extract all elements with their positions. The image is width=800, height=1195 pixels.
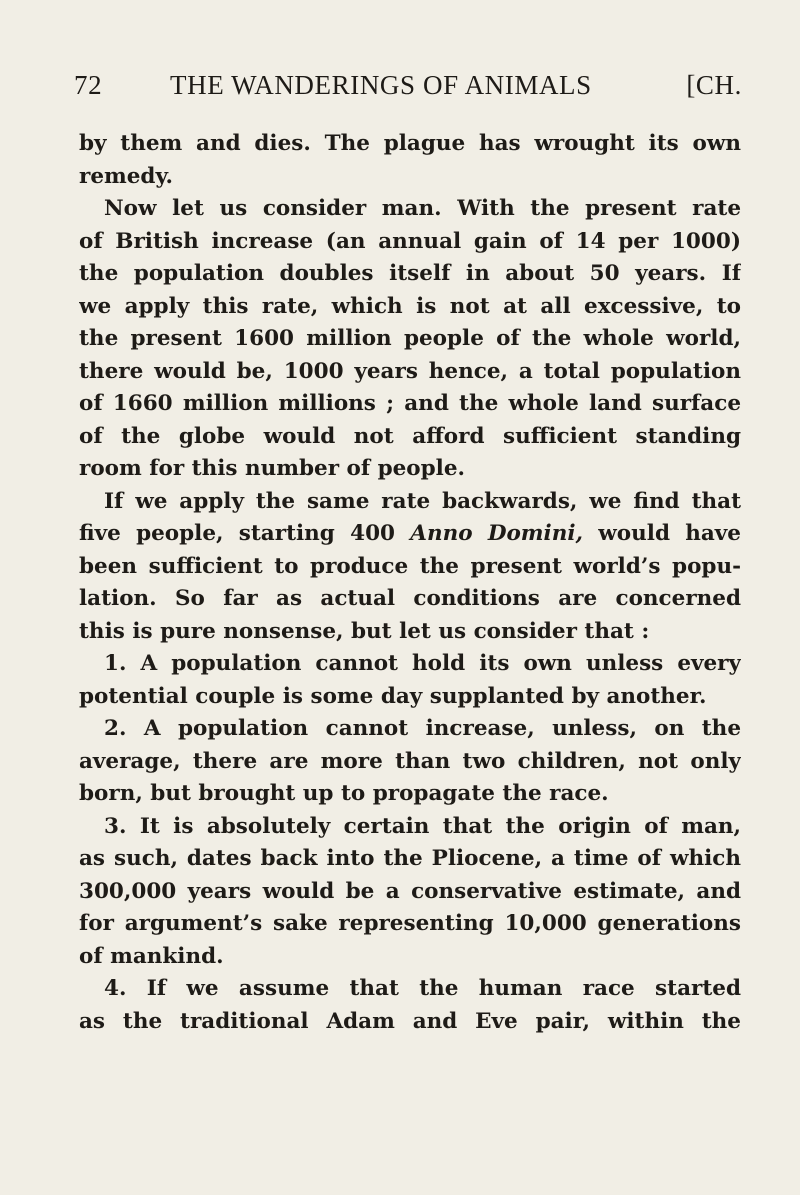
text-line: as such, dates back into the Pliocene, a time of which bbox=[79, 846, 741, 871]
text-line: born, but brought up to propagate the race. bbox=[79, 781, 609, 806]
text-line: 3. It is absolutely certain that the origin of man, bbox=[104, 813, 741, 839]
text-line: of 1660 million millions ; and the whole land surface bbox=[79, 391, 741, 416]
text-segment: would have bbox=[583, 521, 741, 546]
text-line: lation. So far as actual conditions are concerned bbox=[79, 586, 741, 611]
text-line: the present 1600 million people of the whole world, bbox=[79, 326, 741, 351]
text-line: room for this number of people. bbox=[79, 456, 465, 481]
text-line: remedy. bbox=[79, 163, 173, 189]
body-text bbox=[79, 128, 741, 1038]
text-line: 300,000 years would be a conservative estimate, and bbox=[79, 878, 741, 904]
text-line: Now let us consider man. With the present rate bbox=[104, 196, 741, 221]
text-line: the population doubles itself in about 50 years. If bbox=[79, 261, 741, 286]
text-line: 1. A population cannot hold its own unless every bbox=[104, 651, 741, 676]
text-line bbox=[79, 518, 741, 551]
running-head bbox=[74, 70, 742, 110]
chapter-mark: [CH. bbox=[686, 70, 742, 100]
text-line: as the traditional Adam and Eve pair, within the bbox=[79, 1008, 741, 1034]
text-segment: five people, starting 400 bbox=[79, 521, 411, 546]
running-title: THE WANDERINGS OF ANIMALS bbox=[170, 70, 592, 100]
text-line: If we apply the same rate backwards, we find that bbox=[104, 488, 741, 514]
text-line: average, there are more than two children, not only bbox=[79, 748, 741, 774]
text-line: 4. If we assume that the human race started bbox=[104, 976, 741, 1001]
text-line: for argument’s sake representing 10,000 generations bbox=[79, 911, 741, 936]
text-line: of mankind. bbox=[79, 943, 224, 969]
text-line: there would be, 1000 years hence, a total population bbox=[79, 358, 741, 384]
text-line: we apply this rate, which is not at all excessive, to bbox=[79, 293, 741, 319]
text-line: been sufficient to produce the present world’s popu- bbox=[79, 553, 741, 579]
italic-phrase: Anno Domini, bbox=[410, 521, 584, 546]
text-line: this is pure nonsense, but let us consider that : bbox=[79, 618, 650, 644]
text-line: of the globe would not afford sufficient standing bbox=[79, 423, 741, 449]
text-line: potential couple is some day supplanted by another. bbox=[79, 683, 707, 709]
text-line: of British increase (an annual gain of 14 per 1000) bbox=[79, 228, 741, 254]
text-line: 2. A population cannot increase, unless, on the bbox=[104, 716, 741, 741]
book-page bbox=[66, 70, 742, 1038]
text-line: by them and dies. The plague has wrought its own bbox=[79, 131, 741, 156]
page-number: 72 bbox=[74, 70, 103, 100]
